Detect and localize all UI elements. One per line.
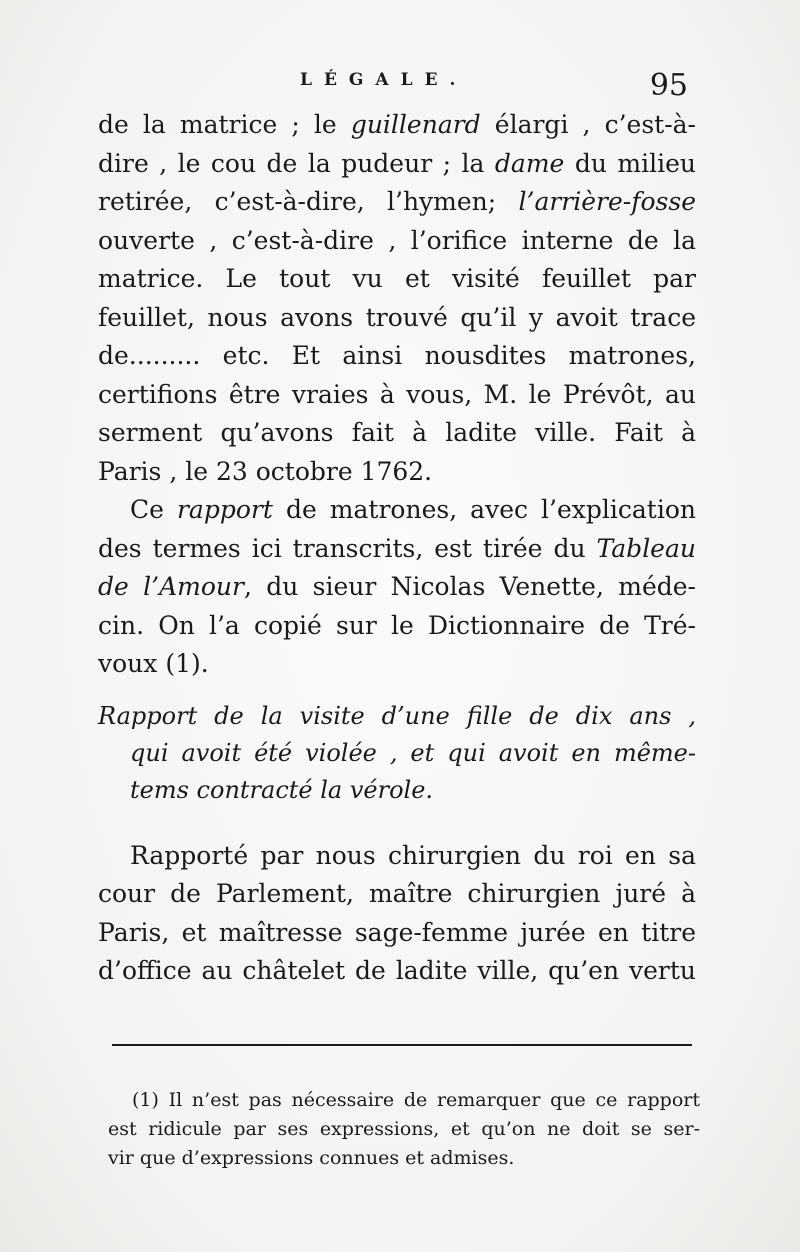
paragraph-1 (98, 106, 696, 491)
footnote-line: (1) Il n’est pas nécessaire de remarquer que ce rapport (132, 1089, 700, 1111)
heading-line: Rapport de la visite d’une fille de dix ans , (98, 701, 696, 730)
text-line: dire , le cou de la pudeur ; la dame du milieu (98, 148, 696, 178)
footnote-line: vir que d’expressions connues et admises. (108, 1147, 515, 1169)
text-line: ouverte , c’est-à-dire , l’orifice interne de la (98, 225, 696, 255)
text-line: de l’Amour, du sieur Nicolas Venette, méde- (98, 572, 696, 601)
text-line: voux (1). (98, 649, 209, 678)
section-heading (98, 698, 696, 809)
footnote-rule (112, 1044, 692, 1046)
text-line: matrice. Le tout vu et visité feuillet par (98, 264, 696, 293)
main-text (98, 106, 696, 991)
paragraph-2 (98, 491, 696, 684)
text-line: Ce rapport de matrones, avec l’explication (130, 495, 696, 524)
text-line: de la matrice ; le guillenard élargi , c’est-à- (98, 110, 697, 139)
text-line: Paris, et maîtresse sage-femme jurée en titre (98, 917, 696, 947)
page-number: 95 (649, 68, 688, 103)
text-line: d’office au châtelet de ladite ville, qu’en vertu (98, 956, 696, 985)
paragraph-3 (98, 837, 696, 991)
text-line: certifions être vraies à vous, M. le Prévôt, au (98, 379, 696, 409)
heading-line: qui avoit été violée , et qui avoit en même- (130, 738, 696, 767)
heading-line: tems contracté la vérole. (130, 775, 434, 804)
text-line: cin. On l’a copié sur le Dictionnaire de Tré- (98, 610, 696, 640)
text-line: Rapporté par nous chirurgien du roi en sa (130, 840, 696, 870)
running-title: LÉGALE. (300, 70, 468, 90)
text-line: feuillet, nous avons trouvé qu’il y avoit trace (98, 302, 696, 332)
text-line: de......... etc. Et ainsi nousdites matrones, (98, 341, 696, 370)
text-line: serment qu’avons fait à ladite ville. Fait à (98, 418, 696, 447)
footnote (108, 1086, 700, 1173)
text-line: retirée, c’est-à-dire, l’hymen; l’arrière-fosse (98, 187, 696, 216)
footnote-line: est ridicule par ses expressions, et qu’on ne doit se ser- (108, 1118, 700, 1140)
text-line: cour de Parlement, maître chirurgien juré à (98, 879, 696, 908)
text-line: Paris , le 23 octobre 1762. (98, 456, 433, 486)
text-line: des termes ici transcrits, est tirée du Tableau (98, 533, 696, 563)
